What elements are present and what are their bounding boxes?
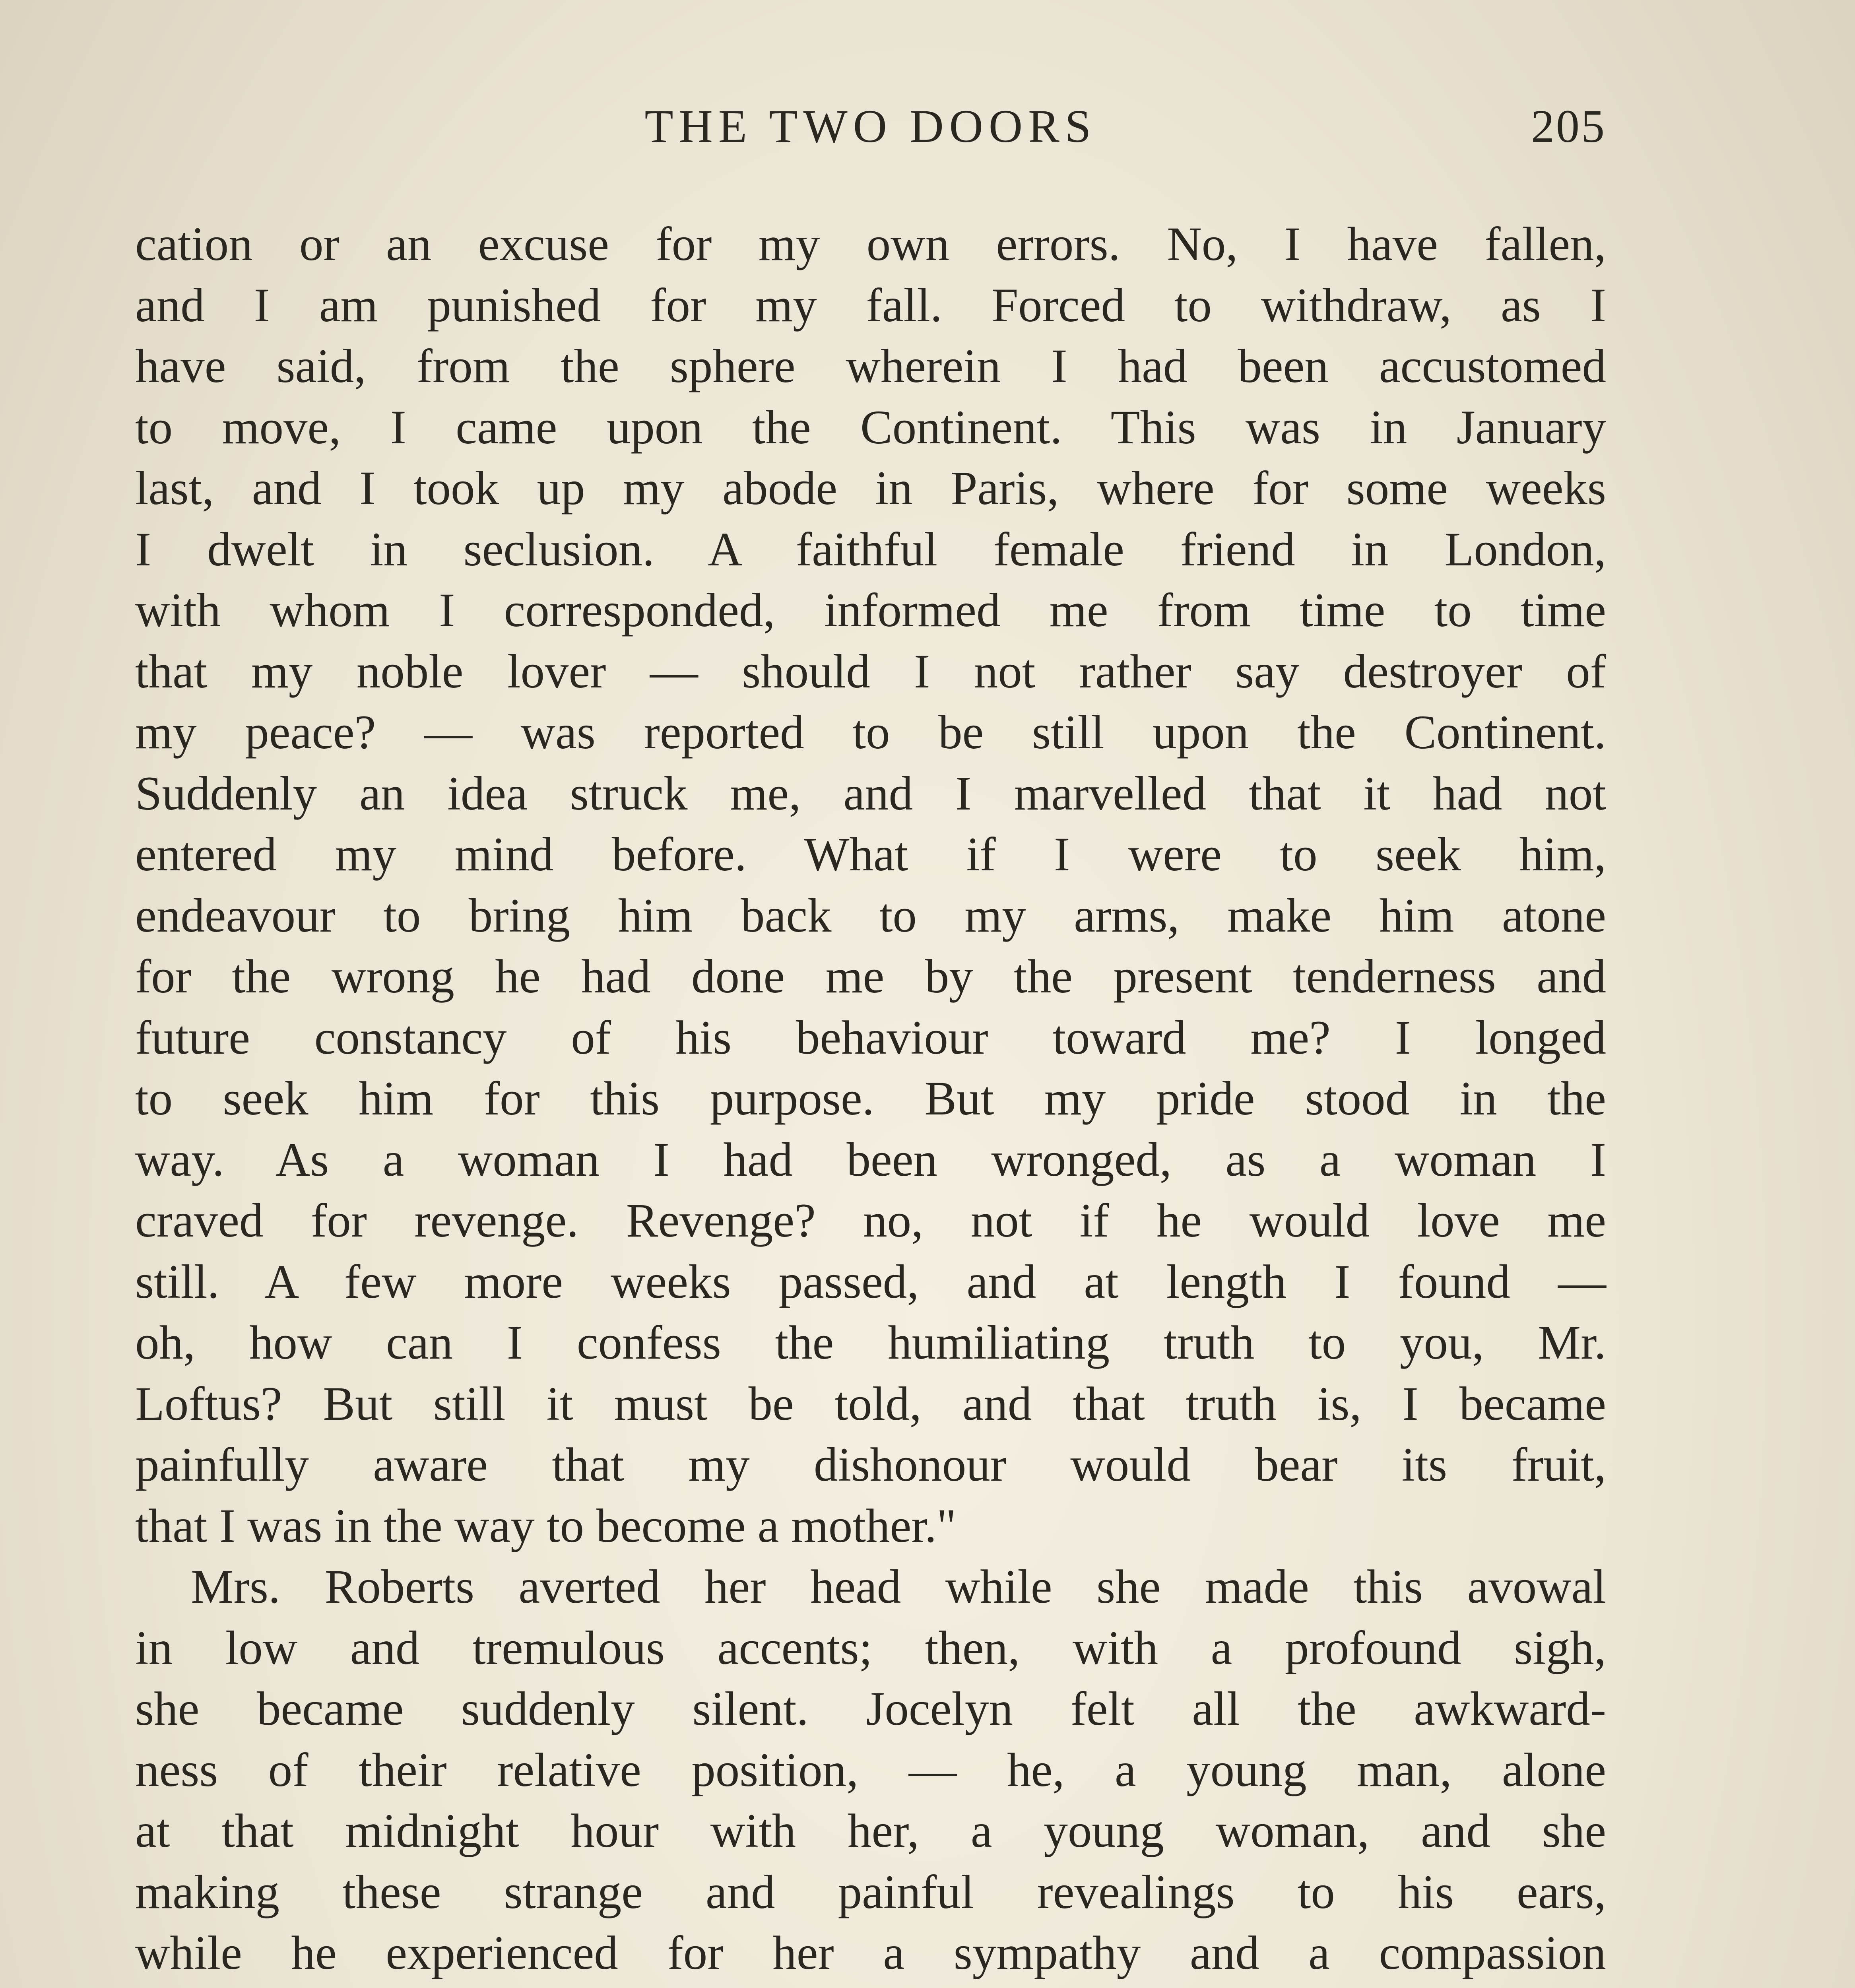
text-line: and I am punished for my fall. Forced to withdraw, as I [135, 278, 1606, 332]
text-line: entered my mind before. What if I were to seek him, [135, 828, 1606, 881]
text-line: Mrs. Roberts averted her head while she made this avowal [191, 1560, 1606, 1613]
text-line: oh, how can I confess the humiliating truth to you, Mr. [135, 1316, 1606, 1369]
text-line: last, and I took up my abode in Paris, where for some weeks [135, 462, 1606, 515]
text-line: at that midnight hour with her, a young woman, and she [135, 1804, 1606, 1858]
text-line: in low and tremulous accents; then, with a profound sigh, [135, 1621, 1606, 1675]
text-line: to seek him for this purpose. But my pride stood in the [135, 1072, 1606, 1125]
text-line: way. As a woman I had been wronged, as a woman I [135, 1133, 1606, 1186]
text-line: I dwelt in seclusion. A faithful female friend in London, [135, 522, 1606, 576]
text-line: future constancy of his behaviour toward me? I longed [135, 1011, 1606, 1064]
text-line: have said, from the sphere wherein I had been accustomed [135, 340, 1606, 393]
text-line: cation or an excuse for my own errors. No, I have fallen, [135, 217, 1606, 271]
text-line: with whom I corresponded, informed me from time to time [135, 584, 1606, 637]
running-head [135, 99, 1606, 155]
text-line: while he experienced for her a sympathy and a compassion [135, 1926, 1606, 1980]
text-line: that I was in the way to become a mother." [135, 1499, 957, 1553]
running-title: THE TWO DOORS [644, 100, 1097, 152]
text-line: painfully aware that my dishonour would bear its fruit, [135, 1438, 1606, 1491]
page-number: 205 [1531, 100, 1606, 152]
text-line: for the wrong he had done me by the present tenderness and [135, 950, 1606, 1003]
text-line: Loftus? But still it must be told, and that truth is, I became [135, 1377, 1606, 1431]
text-line: she became suddenly silent. Jocelyn felt all the awkward- [135, 1682, 1606, 1736]
text-line: craved for revenge. Revenge? no, not if he would love me [135, 1194, 1606, 1247]
text-line: ness of their relative position, — he, a young man, alone [135, 1743, 1606, 1797]
text-line: to move, I came upon the Continent. This was in January [135, 400, 1606, 454]
text-line: my peace? — was reported to be still upon the Continent. [135, 706, 1606, 759]
body-text [135, 214, 1606, 1988]
text-line: still. A few more weeks passed, and at length I found — [135, 1255, 1606, 1309]
text-line [135, 1984, 1606, 1988]
text-line: Suddenly an idea struck me, and I marvelled that it had not [135, 767, 1606, 820]
text-line: that my noble lover — should I not rather say destroyer of [135, 645, 1606, 698]
text-line: making these strange and painful revealings to his ears, [135, 1865, 1606, 1919]
text-line: endeavour to bring him back to my arms, make him atone [135, 889, 1606, 942]
